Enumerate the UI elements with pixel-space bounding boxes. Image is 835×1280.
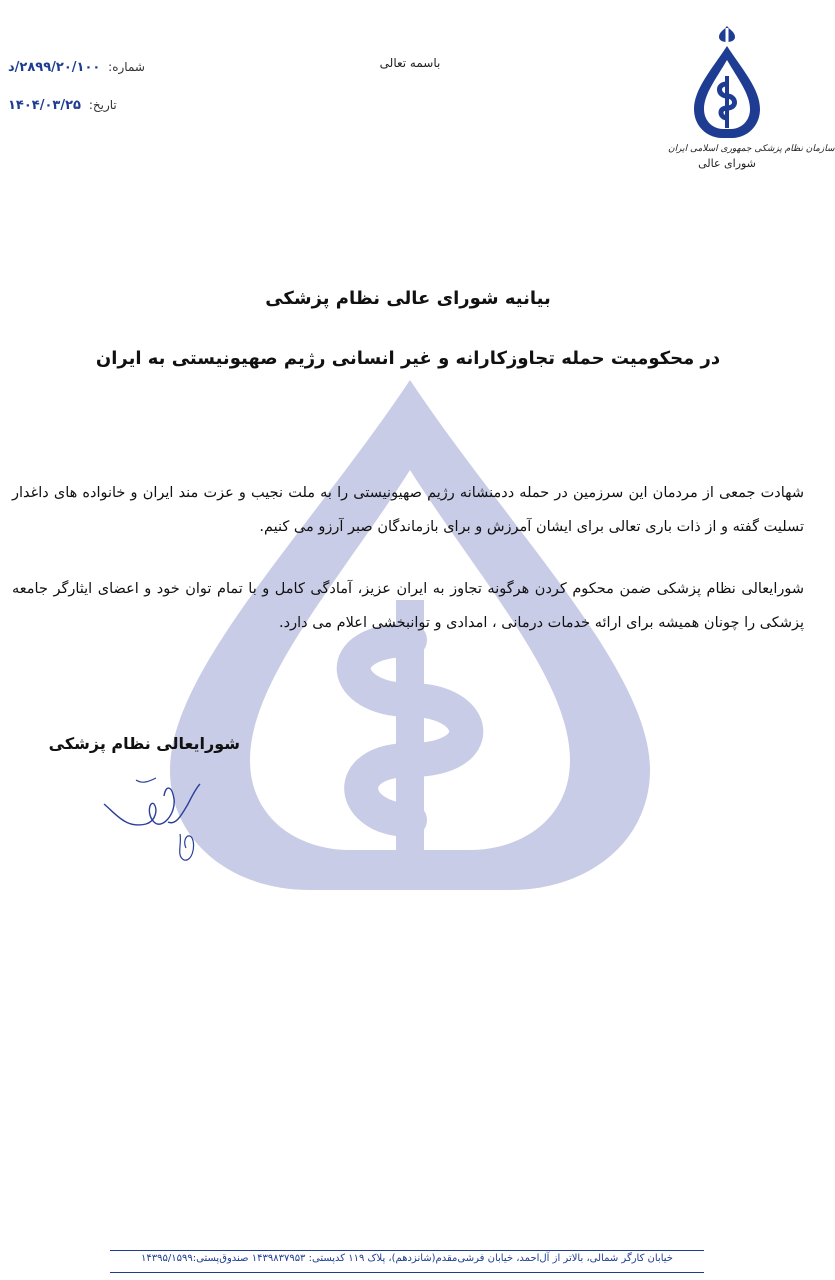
letter-number bbox=[8, 60, 145, 75]
invocation-heading: باسمه تعالی bbox=[379, 56, 441, 70]
handwritten-signature bbox=[96, 774, 206, 864]
signatory-name: شورایعالی نظام پزشکی bbox=[48, 734, 240, 753]
organization-name: سازمان نظام پزشکی جمهوری اسلامی ایران bbox=[668, 144, 835, 154]
letter-date-label: تاریخ: bbox=[88, 98, 117, 112]
letter-date bbox=[8, 98, 117, 113]
body-paragraph-1: شهادت جمعی از مردمان این سرزمین در حمله ددمنشانه رژیم صهیونیستی را به ملت نجیب و عزت مند ایران و خانواده های داغدار تسلیت گفته و از ذات باری تعالی برای ایشان آمرزش و برای بازماندگان صبر آرزو می کنیم. bbox=[12, 485, 804, 535]
letter-date-value: ۱۴۰۴/۰۳/۲۵ bbox=[8, 98, 81, 113]
footer-divider-bottom bbox=[110, 1272, 704, 1273]
council-name: شورای عالی bbox=[698, 157, 756, 170]
organization-logo bbox=[668, 24, 835, 174]
medical-council-emblem-icon bbox=[690, 24, 764, 142]
statement-subtitle: در محکومیت حمله تجاوزکارانه و غیر انسانی رژیم صهیونیستی به ایران bbox=[95, 348, 721, 369]
footer-divider-top bbox=[110, 1250, 704, 1251]
body-paragraph-2: شورایعالی نظام پزشکی ضمن محکوم کردن هرگونه تجاوز به ایران عزیز، آمادگی کامل و با تمام توان خود و اعضای ایثارگر جامعه پزشکی را چونان همیشه برای ارائه خدمات درمانی ، امدادی و توانبخشی اعلام می دارد. bbox=[12, 581, 804, 631]
footer-address: خیابان کارگر شمالی، بالاتر از آل‌احمد، خیابان فرشی‌مقدم(شانزدهم)، پلاک ۱۱۹ کدپستی: ۱۴۳۹۸۳۷۹۵۳ صندوق‌پستی:۱۴۳۹۵/۱۵۹۹ bbox=[141, 1253, 673, 1264]
statement-body bbox=[12, 476, 804, 668]
letter-number-value: ۲۸۹۹/۲۰/۱۰۰/د bbox=[8, 60, 101, 75]
letter-number-label: شماره: bbox=[108, 60, 145, 74]
statement-title: بیانیه شورای عالی نظام پزشکی bbox=[265, 288, 551, 309]
